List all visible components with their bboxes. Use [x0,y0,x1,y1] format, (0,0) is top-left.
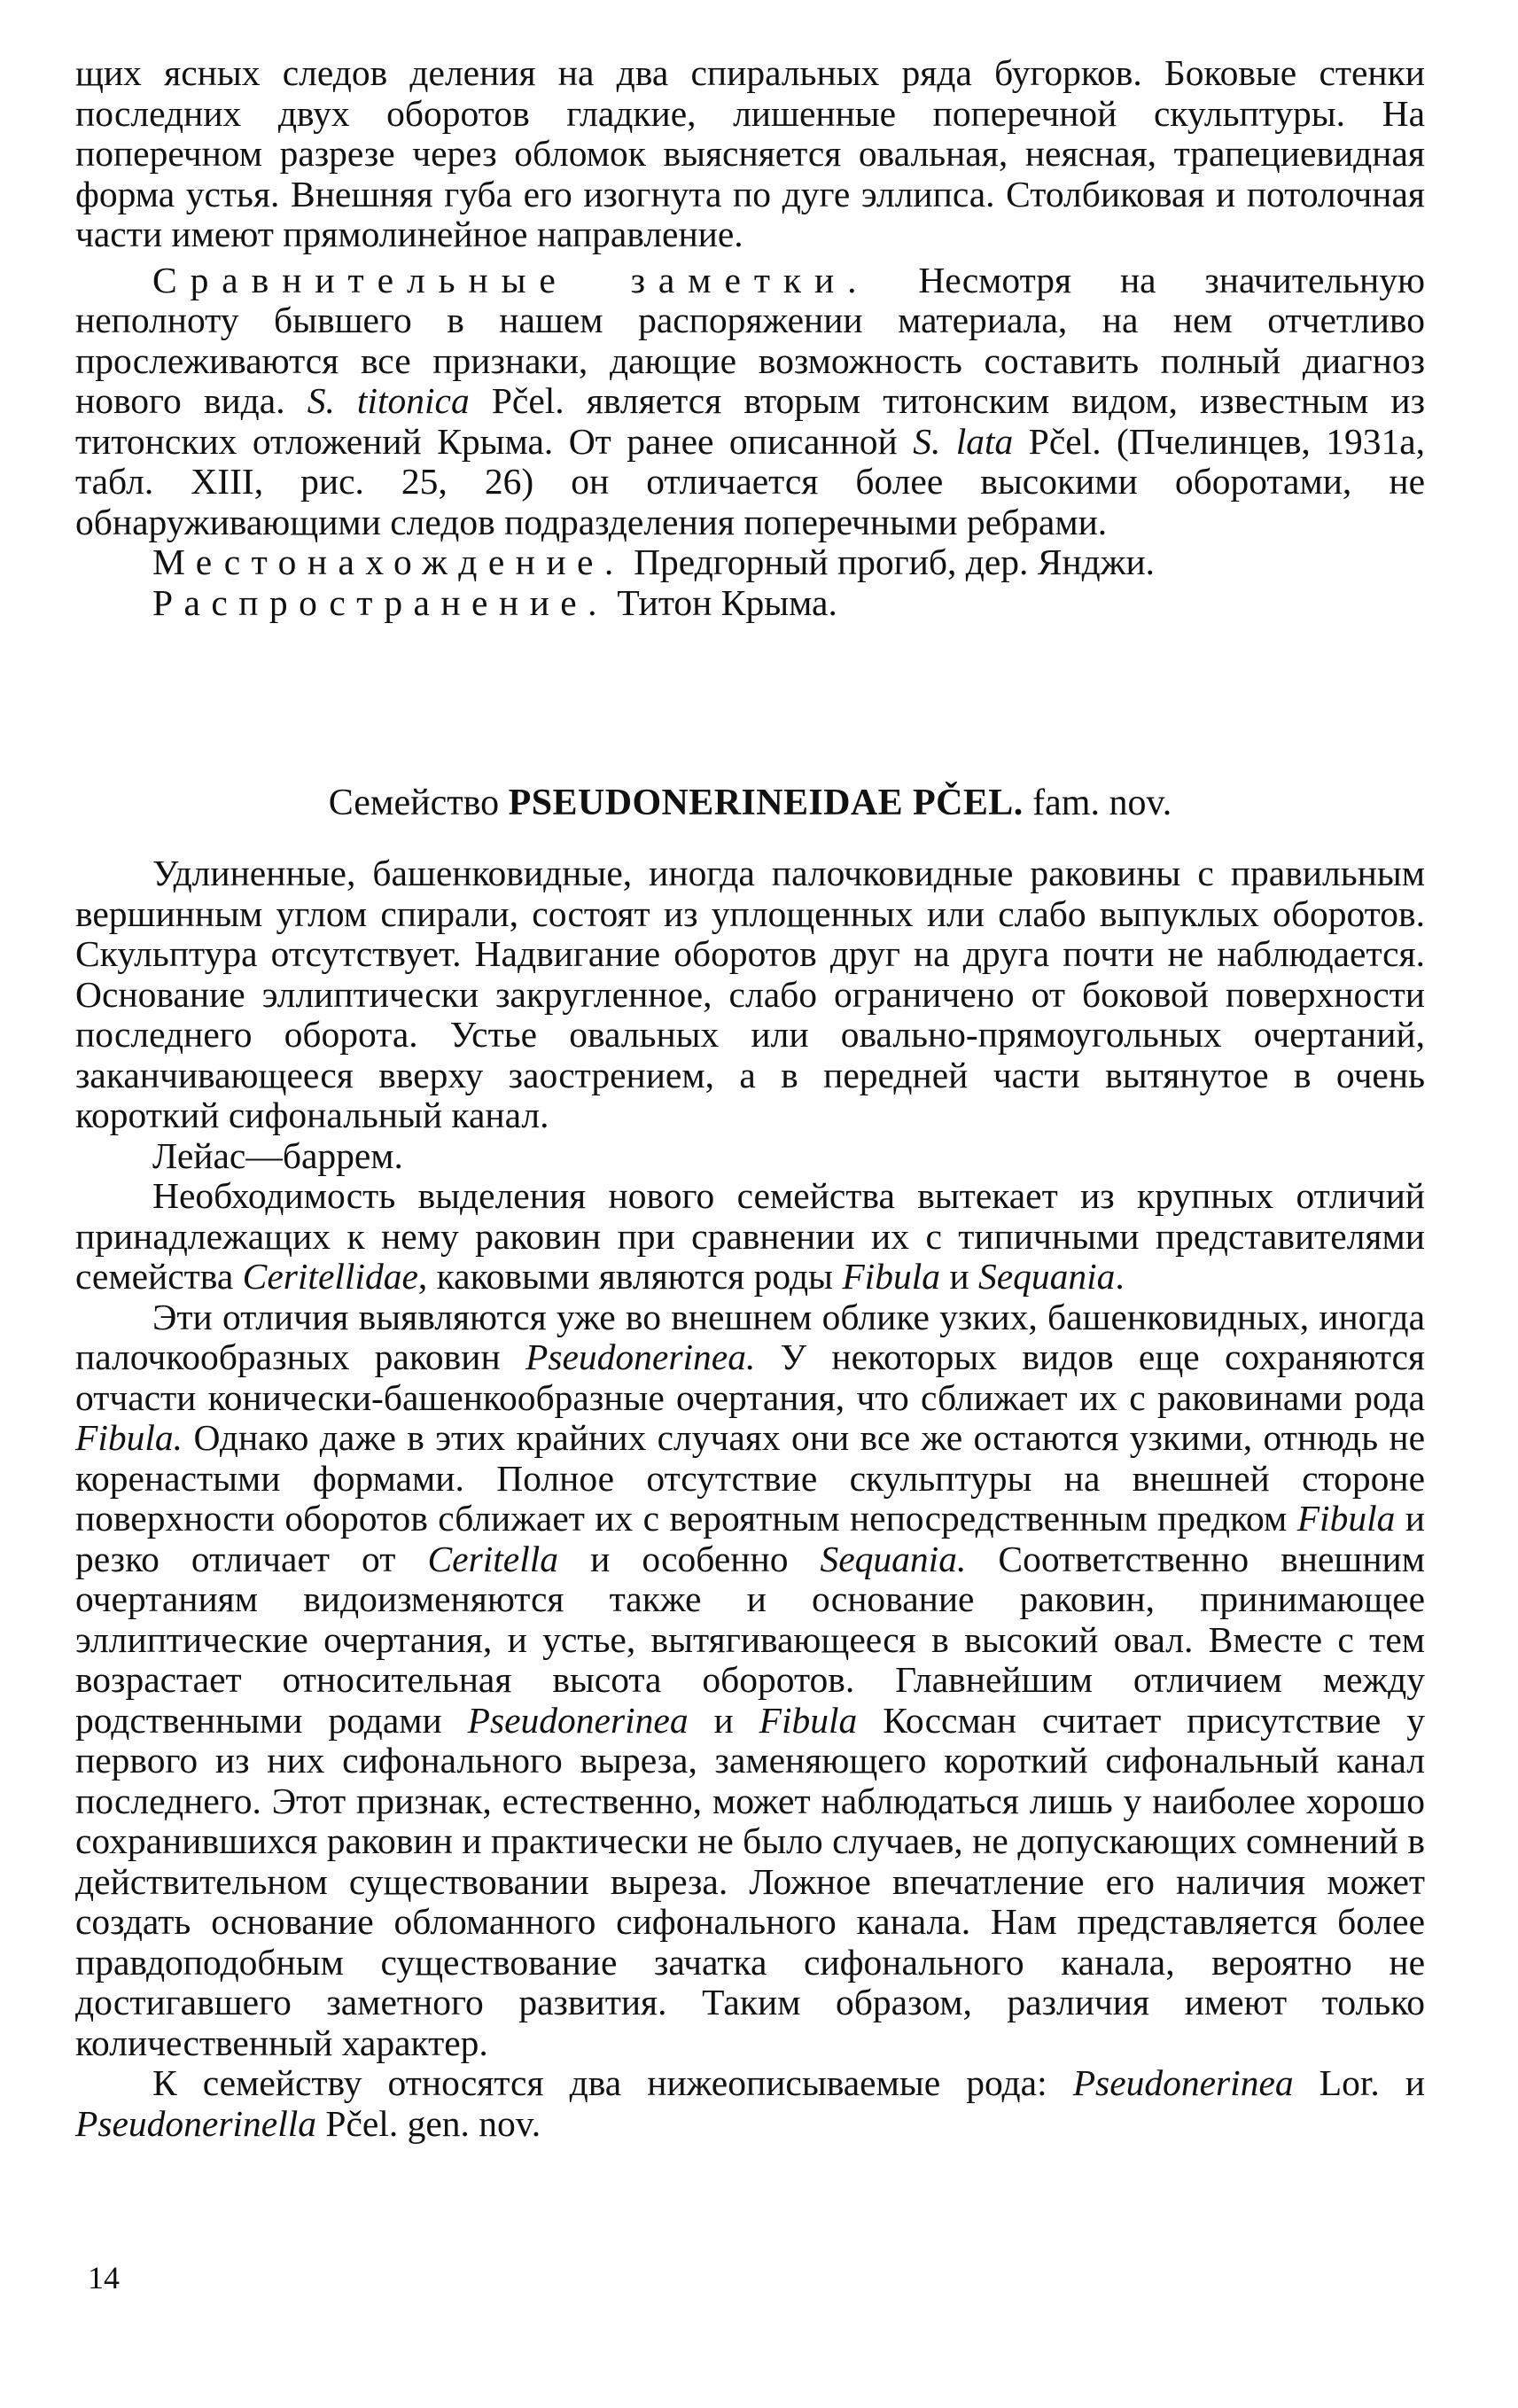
taxon-name: Ceritella [427,1538,559,1579]
paragraph-distribution [75,583,1425,624]
section-label-locality: Местонахождение. [152,542,625,582]
family-description-block [75,853,1425,2144]
text-run: Необходимость выделения нового семейства вытекает из крупных отличий принадлежащих к нему раковин при сравнении их с типичными представителями семейства [75,1175,1425,1297]
heading-prefix: Семейство [328,783,500,823]
text-run: Pčel. является вторым титонским видом, известным из титонских отложений Крыма. От ранее описанной [75,380,1425,462]
text-run: и резко отличает от [75,1498,1426,1579]
taxon-name: Fibula [1296,1498,1396,1539]
text-run: К семейству относятся два нижеописываемые рода: [152,2062,1047,2103]
text-run: Pčel. (Пчелинцев, 1931а, табл. XIII, рис. 25, 26) он отличается более высокими оборотами, не обнаруживающими следов подразделения поперечными ребрами. [75,420,1426,542]
heading-family-name: PSEUDONERINEIDAE PČEL. [508,783,1024,823]
text-run: Lor. и [1319,2062,1426,2103]
text-run: Однако даже в этих крайних случаях они все же остаются узкими, отнюдь не коренастыми формами. Полное отсутствие скульптуры на внешней стороне поверхности оборотов сближает их с вероятным непосредственным предком [75,1417,1426,1539]
text-run: Несмотря на значительную неполноту бывшего в нашем распоряжении материала, на нем отчетливо прослеживаются все признаки, дающие возможность составить полный диагноз нового вида. [75,259,1426,421]
paragraph-stratigraphic-range: Лейас—баррем. [152,1134,403,1176]
section-label-comparative-notes: Сравнительные заметки. [152,259,870,300]
text-run: и [949,1256,969,1297]
taxon-name: S. titonica [307,380,470,421]
taxon-name: Ceritellidae [242,1256,418,1297]
species-description-block [75,53,1425,623]
paragraph-locality [75,542,1425,583]
taxon-name: Pseudonerinea [467,1699,689,1741]
taxon-name: Fibula. [75,1417,183,1458]
taxon-name: Fibula [842,1256,940,1297]
text-run: Эти отличия выявляются уже во внешнем облике узких, башенковидных, иногда палочкообразных раковин [75,1296,1425,1377]
taxon-name: Pseudonerinea. [525,1336,756,1377]
text-run: и [713,1699,734,1741]
paragraph-family-diagnosis: Удлиненные, башенковидные, иногда палочковидные раковины с правильным вершинным углом спирали, состоят из уплощенных или слабо выпуклых оборотов. Скульптура отсутствует. Надвигание оборотов друг на друга почти не наблюдается. Основание эллиптически закругленное, слабо ограничено от боковой поверхности последнего оборота. Устье овальных или овально-прямоугольных очертаний, заканчивающееся вверху заострением, а в передней части вытянутое в очень короткий сифональный канал. [75,853,1425,1135]
family-heading [75,782,1425,824]
taxon-name: Pseudonerinea [1072,2062,1294,2103]
text-run: Предгорный прогиб, дер. Янджи. [634,542,1156,582]
text-run: Pčel. gen. nov. [325,2102,541,2144]
text-run: Титон Крыма. [617,581,837,623]
paragraph-included-genera [75,2063,1425,2144]
text-run: У некоторых видов еще сохраняются отчасти конически-башенкообразные очертания, что сближает их с раковинами рода [75,1336,1426,1418]
paragraph-differences [75,1298,1425,2064]
text-run: . [1115,1256,1125,1297]
paragraph-justification [75,1176,1425,1298]
text-run: Соответственно внешним очертаниям видоизменяются также и основание раковин, принимающее эллиптические очертания, и устье, вытягивающееся в высокий овал. Вместе с тем возрастает относительная высота оборотов. Главнейшим отличием между родственными родами [75,1538,1426,1741]
taxon-name: Sequania. [820,1538,967,1579]
text-run: Коссман считает присутствие у первого из них сифонального выреза, заменяющего короткий сифональный канал последнего. Этот признак, естественно, может наблюдаться лишь у наиболее хорошо сохранившихся раковин и практически не было случаев, не допускающих сомнений в действительном существовании выреза. Ложное впечатление его наличия может создать основание обломанного сифонального канала. Нам представляется более правдоподобным существование зачатка сифонального канала, вероятно не достигавшего заметного развития. Таким образом, различия имеют только количественный характер. [75,1699,1426,2063]
page-number: 14 [88,2260,120,2295]
text-run: и особенно [590,1538,789,1579]
heading-suffix: fam. nov. [1032,783,1172,823]
taxon-name: S. lata [913,420,1014,462]
section-label-distribution: Распространение. [152,581,608,623]
paragraph-description-end: щих ясных следов деления на два спиральных ряда бугорков. Боковые стенки последних двух оборотов гладкие, лишенные поперечной скульптуры. На поперечном разрезе через обломок выясняется овальная, неясная, трапециевидная форма устья. Внешняя губа его изогнута по дуге эллипса. Столбиковая и потолочная части имеют прямолинейное направление. [75,52,1425,254]
text-run: , каковыми являются роды [417,1256,833,1297]
taxon-name: Fibula [759,1699,858,1741]
paragraph-comparative-notes [75,261,1425,543]
taxon-name: Pseudonerinella [75,2102,316,2144]
taxon-name: Sequania [977,1256,1116,1297]
